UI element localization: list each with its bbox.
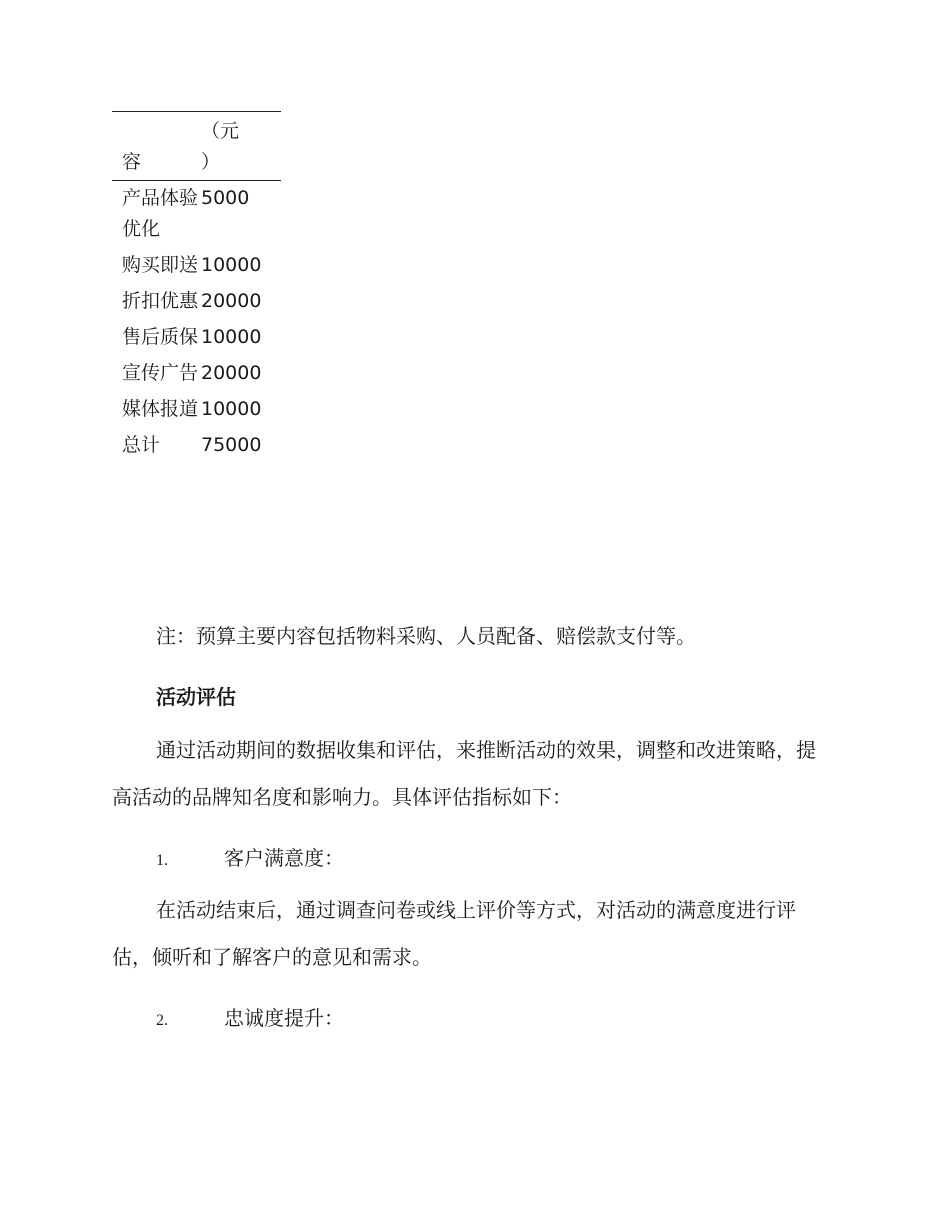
row-amount: 20000 — [201, 362, 262, 384]
table-row — [112, 320, 281, 356]
budget-table-header — [112, 112, 281, 181]
list-item-description: 在活动结束后，通过调查问卷或线上评价等方式，对活动的满意度进行评估，倾听和了解客户的意见和需求。 — [112, 898, 796, 969]
list-title: 客户满意度： — [224, 846, 344, 870]
row-item: 折扣优惠 — [122, 290, 199, 312]
row-item: 总计 — [122, 434, 161, 456]
row-item: 产品体验优化 — [122, 187, 199, 240]
table-row — [112, 392, 281, 428]
row-amount: 10000 — [201, 254, 262, 276]
list-number: 2. — [156, 1012, 168, 1029]
table-row-total — [112, 428, 281, 464]
row-amount: 10000 — [201, 326, 262, 348]
list-item — [156, 1002, 344, 1031]
row-item: 媒体报道 — [122, 398, 199, 420]
row-amount: 5000 — [201, 187, 250, 209]
list-number: 1. — [156, 852, 168, 869]
row-item: 购买即送 — [122, 254, 199, 276]
row-amount: 75000 — [201, 434, 262, 456]
intro-paragraph: 通过活动期间的数据收集和评估，来推断活动的效果，调整和改进策略，提高活动的品牌知名度和影响力。具体评估指标如下： — [112, 738, 816, 809]
budget-table — [112, 111, 281, 464]
header-amount: （元 ） — [201, 120, 240, 173]
row-item: 宣传广告 — [122, 362, 199, 384]
table-row — [112, 284, 281, 320]
row-amount: 20000 — [201, 290, 262, 312]
table-row — [112, 356, 281, 392]
list-item — [156, 842, 344, 871]
list-title: 忠诚度提升： — [224, 1006, 344, 1030]
table-row — [112, 248, 281, 284]
row-amount: 10000 — [201, 398, 262, 420]
row-item: 售后质保 — [122, 326, 199, 348]
header-item: 容 — [122, 151, 142, 173]
table-row — [112, 181, 281, 249]
section-title: 活动评估 — [156, 685, 236, 709]
budget-note: 注：预算主要内容包括物料采购、人员配备、赔偿款支付等。 — [156, 624, 696, 648]
